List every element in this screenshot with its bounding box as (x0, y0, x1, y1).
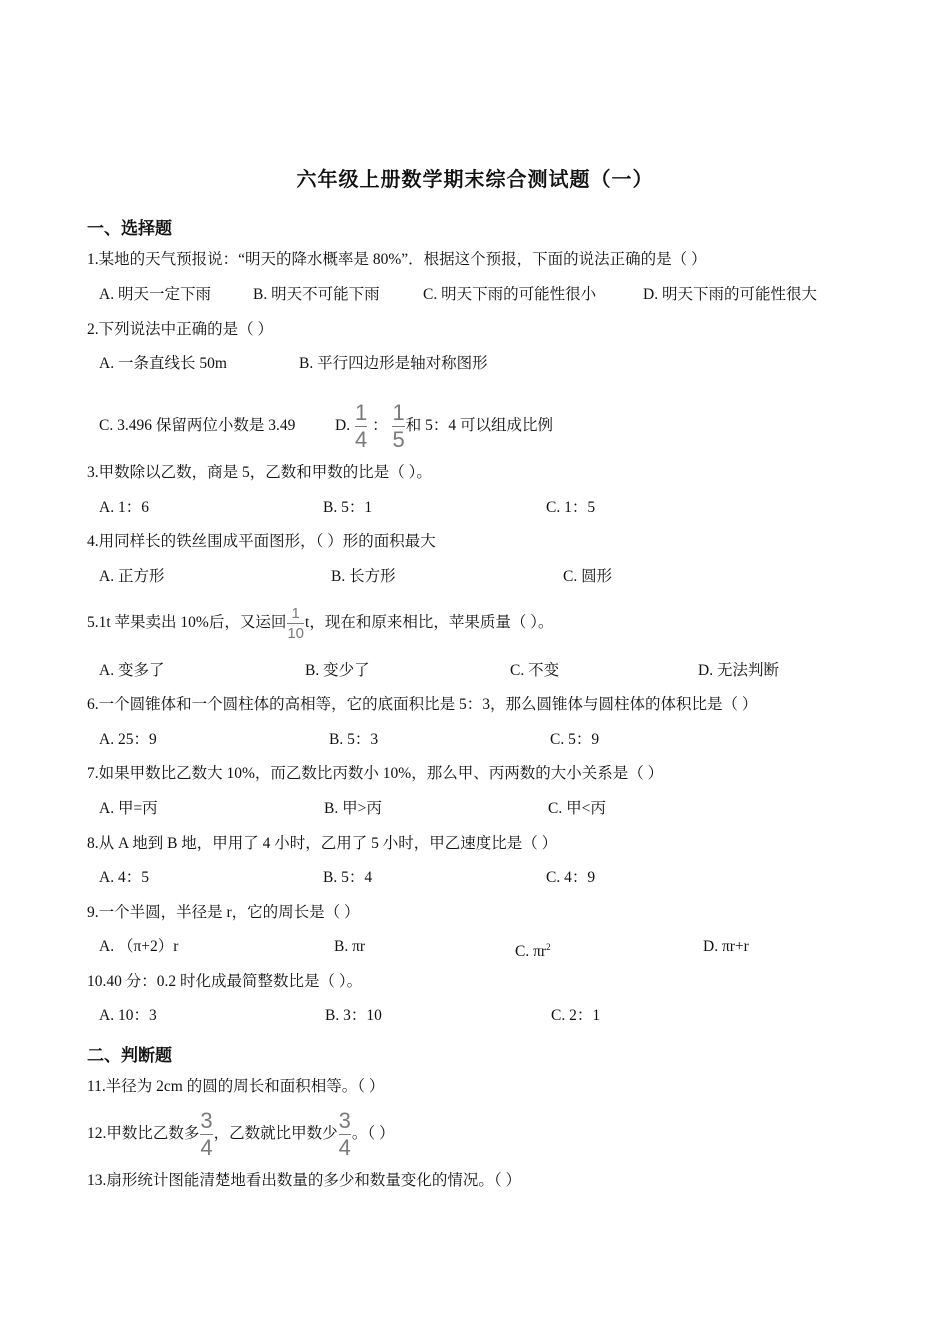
q5-option-d: D. 无法判断 (698, 662, 779, 679)
fraction-denominator: 4 (200, 1135, 213, 1161)
q9-option-a: A. （π+2）r (99, 938, 179, 955)
question-13: 13.扇形统计图能清楚地看出数量的多少和数量变化的情况。（ ） (87, 1172, 522, 1189)
q1-option-d: D. 明天下雨的可能性很大 (643, 286, 817, 303)
question-1: 1.某地的天气预报说：“明天的降水概率是 80%”．根据这个预报，下面的说法正确的是（ ） (87, 251, 707, 268)
fraction-numerator: 1 (291, 604, 300, 622)
fraction-denominator: 4 (354, 427, 368, 453)
superscript-two: 2 (546, 942, 551, 952)
question-4: 4.用同样长的铁丝围成平面图形，（ ）形的面积最大 (87, 533, 436, 550)
q7-option-b: B. 甲>丙 (324, 800, 382, 817)
q8-option-c: C. 4：9 (546, 869, 596, 886)
question-3: 3.甲数除以乙数，商是 5，乙数和甲数的比是（ ）。 (87, 464, 432, 481)
q7-option-c: C. 甲<丙 (548, 800, 606, 817)
q6-option-b: B. 5：3 (329, 731, 379, 748)
question-2: 2.下列说法中正确的是（ ） (87, 321, 274, 338)
q2-option-c: C. 3.496 保留两位小数是 3.49 (99, 417, 296, 434)
q2-option-b: B. 平行四边形是轴对称图形 (299, 355, 488, 372)
fraction-bar (287, 623, 304, 625)
q7-option-a: A. 甲=丙 (99, 800, 158, 817)
q2-option-a: A. 一条直线长 50m (99, 355, 227, 372)
q8-option-b: B. 5：4 (323, 869, 373, 886)
q5-option-b: B. 变少了 (305, 662, 370, 679)
question-6: 6.一个圆锥体和一个圆柱体的高相等，它的底面积比是 5：3，那么圆锥体与圆柱体的体积比是（ ） (87, 696, 758, 713)
q8-option-a: A. 4：5 (99, 869, 149, 886)
q5-option-c: C. 不变 (510, 662, 560, 679)
fraction-numerator: 1 (354, 399, 368, 425)
q2-option-d-label: D. (335, 417, 351, 434)
fraction-denominator: 5 (392, 427, 405, 453)
q10-option-a: A. 10：3 (99, 1007, 157, 1024)
q10-option-c: C. 2：1 (551, 1007, 601, 1024)
q3-option-b: B. 5：1 (323, 499, 373, 516)
q6-option-c: C. 5：9 (550, 731, 600, 748)
fraction-three-quarters (200, 1107, 213, 1161)
question-8: 8.从 A 地到 B 地，甲用了 4 小时，乙用了 5 小时，甲乙速度比是（ ） (87, 835, 558, 852)
q1-option-a: A. 明天一定下雨 (99, 286, 211, 303)
fraction-one-tenth (287, 606, 304, 642)
q5-stem-pre: 5.1t 苹果卖出 10%后，又运回 (87, 614, 287, 631)
q9-option-d: D. πr+r (703, 938, 749, 955)
q5-option-a: A. 变多了 (99, 662, 165, 679)
question-12 (87, 1107, 395, 1161)
fraction-one-fifth (392, 399, 405, 453)
q4-option-b: B. 长方形 (331, 568, 396, 585)
section-heading-choice: 一、选择题 (87, 219, 172, 239)
fraction-numerator: 1 (392, 399, 405, 425)
fraction-numerator: 3 (338, 1107, 351, 1133)
q9-option-c-text: C. πr (515, 943, 547, 961)
q2-option-d-tail: 和 5：4 可以组成比例 (405, 417, 553, 434)
q9-option-b: B. πr (334, 938, 366, 955)
q3-option-c: C. 1：5 (546, 499, 596, 516)
fraction-denominator: 10 (287, 625, 305, 643)
q1-option-c: C. 明天下雨的可能性很小 (423, 286, 597, 303)
q4-option-c: C. 圆形 (563, 568, 613, 585)
q6-option-a: A. 25：9 (99, 731, 157, 748)
page-title: 六年级上册数学期末综合测试题（一） (296, 167, 654, 191)
q5-stem-post: t，现在和原来相比，苹果质量（ ）。 (305, 614, 554, 631)
q10-option-b: B. 3：10 (325, 1007, 382, 1024)
section-heading-judgement: 二、判断题 (87, 1046, 172, 1066)
fraction-three-quarters (338, 1107, 351, 1161)
question-10: 10.40 分：0.2 时化成最简整数比是（ ）。 (87, 973, 363, 990)
q2-option-d (335, 398, 553, 454)
fraction-numerator: 3 (200, 1107, 213, 1133)
q9-option-c (515, 937, 551, 962)
q3-option-a: A. 1：6 (99, 499, 149, 516)
question-5 (87, 597, 553, 649)
question-11: 11.半径为 2cm 的圆的周长和面积相等。（ ） (87, 1078, 385, 1095)
ratio-separator: ： (372, 417, 388, 434)
q12-stem-post: 。（ ） (351, 1125, 395, 1142)
q4-option-a: A. 正方形 (99, 568, 165, 585)
q1-option-b: B. 明天不可能下雨 (253, 286, 380, 303)
question-9: 9.一个半圆，半径是 r，它的周长是（ ） (87, 904, 360, 921)
q12-stem-pre: 12.甲数比乙数多 (87, 1125, 200, 1142)
fraction-one-quarter (354, 399, 368, 453)
question-7: 7.如果甲数比乙数大 10%，而乙数比丙数小 10%，那么甲、丙两数的大小关系是（ ） (87, 765, 664, 782)
q12-stem-mid: ，乙数就比甲数少 (213, 1125, 338, 1142)
fraction-denominator: 4 (338, 1135, 351, 1161)
